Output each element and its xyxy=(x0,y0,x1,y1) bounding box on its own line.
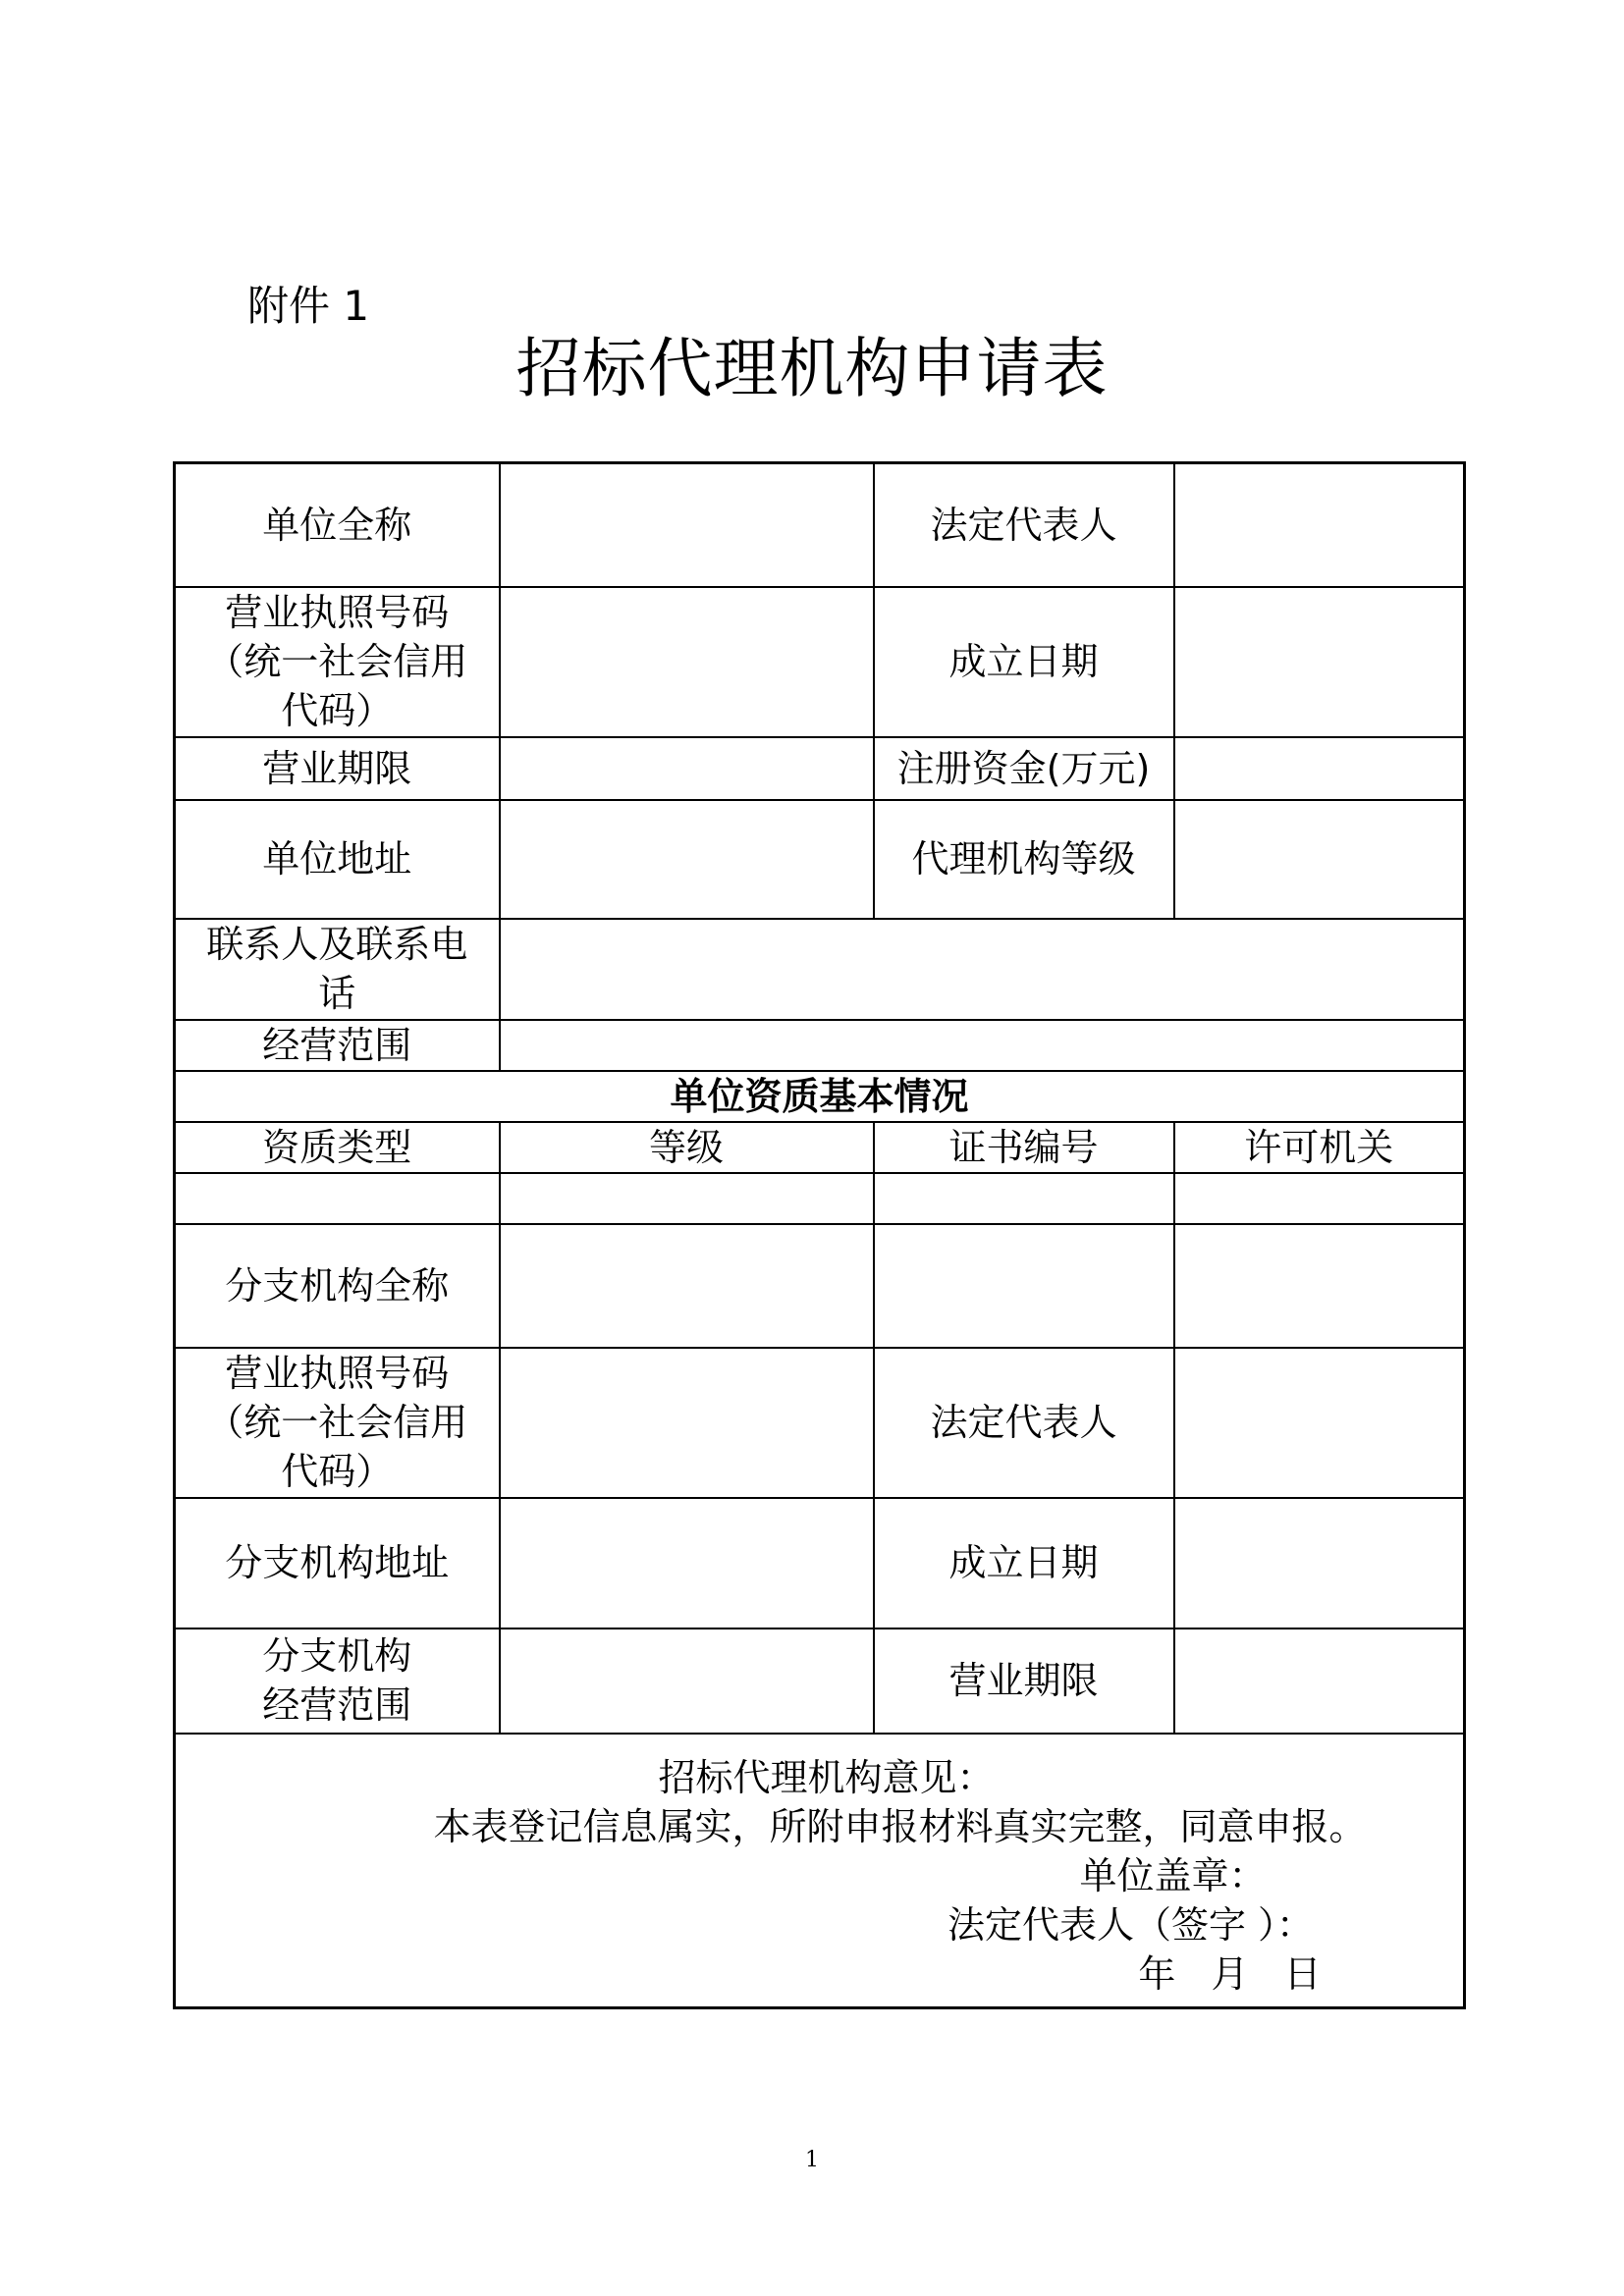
opinion-row xyxy=(175,1734,1465,2008)
branch-legal-rep-label: 法定代表人 xyxy=(874,1348,1174,1498)
contact-field[interactable] xyxy=(500,919,1465,1020)
branch-established-field[interactable] xyxy=(1174,1498,1465,1629)
unit-name-label: 单位全称 xyxy=(175,463,500,587)
registered-capital-label: 注册资金(万元) xyxy=(874,737,1174,800)
branch-address-field[interactable] xyxy=(500,1498,874,1629)
qualification-section-row xyxy=(175,1071,1465,1122)
branch-scope-label xyxy=(175,1629,500,1734)
certificate-number-field[interactable] xyxy=(874,1173,1174,1224)
branch-license-label xyxy=(175,1348,500,1498)
branch-row-license xyxy=(175,1348,1465,1498)
branch-name-label: 分支机构全称 xyxy=(175,1224,500,1348)
license-number-label xyxy=(175,587,500,737)
business-term-field[interactable] xyxy=(500,737,874,800)
certificate-number-header: 证书编号 xyxy=(874,1122,1174,1173)
branch-license-field[interactable] xyxy=(500,1348,874,1498)
form-row-unit-name xyxy=(175,463,1465,587)
unit-seal-label: 单位盖章： xyxy=(1079,1854,1267,1898)
branch-established-label: 成立日期 xyxy=(874,1498,1174,1629)
branch-row-address xyxy=(175,1498,1465,1629)
opinion-cell[interactable] xyxy=(175,1734,1465,2008)
branch-scope-label-line-1: 分支机构 xyxy=(262,1634,412,1678)
unit-address-field[interactable] xyxy=(500,800,874,919)
license-label-line-3: 代码） xyxy=(281,689,394,732)
form-row-address xyxy=(175,800,1465,919)
qualification-type-field[interactable] xyxy=(175,1173,500,1224)
license-number-field[interactable] xyxy=(500,587,874,737)
branch-name-field-1[interactable] xyxy=(500,1224,874,1348)
contact-label-line-1: 联系人及联系电 xyxy=(206,923,468,966)
registered-capital-field[interactable] xyxy=(1174,737,1465,800)
branch-scope-field[interactable] xyxy=(500,1629,874,1734)
established-date-field[interactable] xyxy=(1174,587,1465,737)
licensing-authority-header: 许可机关 xyxy=(1174,1122,1465,1173)
branch-address-label: 分支机构地址 xyxy=(175,1498,500,1629)
unit-name-field[interactable] xyxy=(500,463,874,587)
contact-label xyxy=(175,919,500,1020)
branch-license-label-line-3: 代码） xyxy=(281,1450,394,1493)
form-row-term xyxy=(175,737,1465,800)
contact-label-line-2: 话 xyxy=(318,972,356,1015)
branch-legal-rep-field[interactable] xyxy=(1174,1348,1465,1498)
form-title: 招标代理机构申请表 xyxy=(515,331,1109,406)
form-row-scope xyxy=(175,1020,1465,1071)
agency-grade-label: 代理机构等级 xyxy=(874,800,1174,919)
qualification-entry-row xyxy=(175,1173,1465,1224)
opinion-statement: 本表登记信息属实，所附申报材料真实完整，同意申报。 xyxy=(433,1805,1367,1849)
business-scope-label: 经营范围 xyxy=(175,1020,500,1071)
license-label-line-2: （统一社会信用 xyxy=(206,640,468,683)
qualification-type-header: 资质类型 xyxy=(175,1122,500,1173)
application-form-table xyxy=(173,461,1466,2009)
qualification-grade-header: 等级 xyxy=(500,1122,874,1173)
form-row-license xyxy=(175,587,1465,737)
qualification-section-title: 单位资质基本情况 xyxy=(175,1071,1465,1122)
qualification-grade-field[interactable] xyxy=(500,1173,874,1224)
qualification-header-row xyxy=(175,1122,1465,1173)
licensing-authority-field[interactable] xyxy=(1174,1173,1465,1224)
branch-term-label: 营业期限 xyxy=(874,1629,1174,1734)
established-date-label: 成立日期 xyxy=(874,587,1174,737)
branch-row-name xyxy=(175,1224,1465,1348)
branch-name-field-2[interactable] xyxy=(874,1224,1174,1348)
branch-term-field[interactable] xyxy=(1174,1629,1465,1734)
legal-rep-signature-label: 法定代表人（签字 ）： xyxy=(947,1903,1315,1948)
license-label-line-1: 营业执照号码 xyxy=(225,591,450,634)
branch-row-scope xyxy=(175,1629,1465,1734)
legal-rep-field[interactable] xyxy=(1174,463,1465,587)
business-term-label: 营业期限 xyxy=(175,737,500,800)
legal-rep-label: 法定代表人 xyxy=(874,463,1174,587)
opinion-heading: 招标代理机构意见： xyxy=(658,1756,995,1800)
unit-address-label: 单位地址 xyxy=(175,800,500,919)
opinion-date-label: 年 月 日 xyxy=(1138,1952,1322,1997)
page-number: 1 xyxy=(805,2148,819,2172)
branch-name-field-3[interactable] xyxy=(1174,1224,1465,1348)
attachment-label: 附件 1 xyxy=(247,282,370,330)
branch-license-label-line-2: （统一社会信用 xyxy=(206,1401,468,1444)
form-row-contact xyxy=(175,919,1465,1020)
branch-scope-label-line-2: 经营范围 xyxy=(262,1683,412,1727)
business-scope-field[interactable] xyxy=(500,1020,1465,1071)
agency-grade-field[interactable] xyxy=(1174,800,1465,919)
branch-license-label-line-1: 营业执照号码 xyxy=(225,1352,450,1395)
